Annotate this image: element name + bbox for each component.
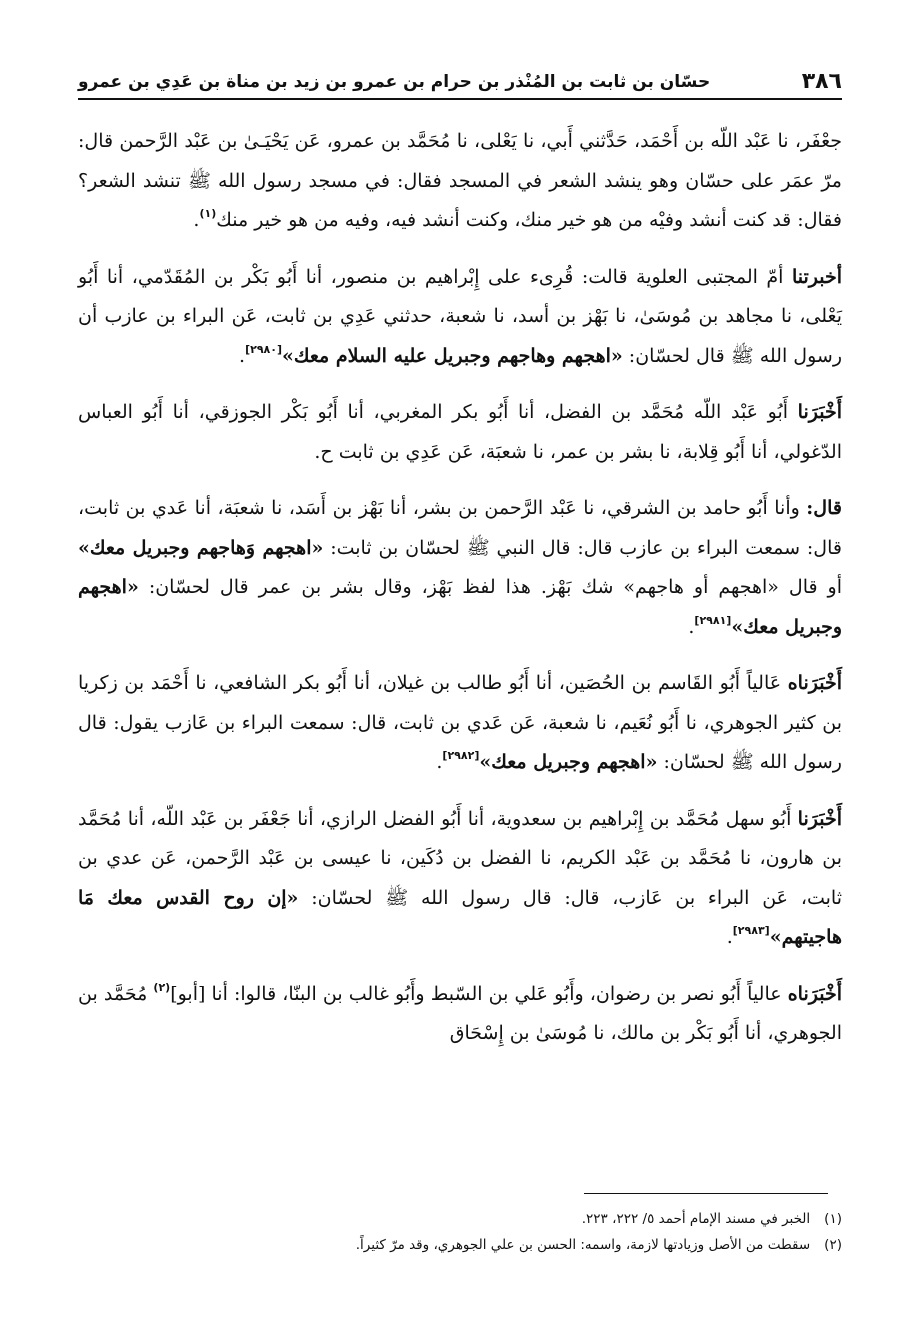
header-divider xyxy=(78,98,842,100)
paragraph-lead-word: أَخْبَرَنا xyxy=(797,807,842,830)
text-run: أمّ المجتبى العلوية قالت: قُرِىء على إِبْراهيم بن منصور، أنا أَبُو بَكْر بن المُقَدّمي، أنا أَبُو يَعْلى، نا مجاهد بن مُوسَىٰ، نا بَهْز بن أسد، نا شعبة، حدثني عَدِي بن ثابت، عَن البراء بن عازب أن رسول الله ﷺ قال لحسّان: xyxy=(78,265,842,367)
paragraph-lead-word: أَخْبَرَناه xyxy=(787,982,842,1005)
paragraph xyxy=(78,975,842,1054)
footnote-number: (١) xyxy=(824,1211,842,1227)
footnote-text: الخبر في مسند الإمام أحمد ٥/ ٢٢٢، ٢٢٣. xyxy=(581,1211,811,1227)
paragraph-lead-word: أَخْبَرَناه xyxy=(787,672,842,694)
text-run: . xyxy=(688,615,695,638)
hadith-quote: «إن روح القدس معك مَا هاجيتهم» xyxy=(78,886,842,948)
hadith-quote: «اهجهم وهاجهم وجبريل عليه السلام معك» xyxy=(282,344,623,367)
reference-mark: [٢٩٨١] xyxy=(694,613,732,627)
main-text xyxy=(78,122,842,1071)
reference-mark: [٢٩٨٢] xyxy=(442,749,480,762)
reference-mark: (١) xyxy=(199,207,217,220)
hadith-quote: «اهجهم وجبريل معك» xyxy=(479,751,658,773)
footnote-number: (٢) xyxy=(824,1237,842,1253)
text-run: عَالياً أَبُو القَاسم بن الحُصَين، أنا أَبُو طالب بن غيلان، أنا أَبُو بكر الشافعي، نا أَحْمَد بن زكريا بن كثير الجوهري، نا أَبُو نُعَيم، نا شعبة، عَن عَدي بن ثابت، قال: سمعت البراء بن عَازب يقول: قال رسول الله ﷺ لحسّان: xyxy=(78,672,842,773)
footnote-2 xyxy=(78,1232,842,1258)
hadith-quote: «اهجهم وجبريل معك» xyxy=(78,576,842,638)
paragraph-lead-word: أَخْبَرَنا xyxy=(797,401,842,423)
paragraph-lead-word: أخبرتنا xyxy=(791,265,842,288)
footnotes xyxy=(78,1206,842,1258)
paragraph xyxy=(78,122,842,241)
reference-mark: (٢) xyxy=(153,980,171,994)
text-run: عالياً أَبُو نصر بن رضوان، وأَبُو عَلي بن السّبط وأَبُو غالب بن البنّا، قالوا: أنا [أبو] xyxy=(170,982,788,1005)
text-run: أَبُو عَبْد اللّه مُحَمَّد بن الفضل، أنا أَبُو بكر المغربي، أنا أَبُو بَكْر الجوزقي، أنا أَبُو العباس الدّغولي، أنا أَبُو قِلابة، نا بشر بن عمر، نا شعبَة، عَن عَدِي بن ثابت ح. xyxy=(78,401,842,463)
text-run: جعْفَر، نا عَبْد اللّه بن أَحْمَد، حَدَّثني أَبي، نا يَعْلى، نا مُحَمَّد بن عمرو، عَن يَحْيَـىٰ بن عَبْد الرَّحمن قال: مرّ عمَر على حسّان وهو ينشد الشعر في المسجد فقال: في مسجد رسول الله ﷺ تنشد الشعر؟ فقال: قد كنت أنشد وفيْه من هو خير منك، وكنت أنشد فيه، وفيه من هو خير منك xyxy=(78,130,842,231)
text-run: . xyxy=(726,926,733,948)
page-number: ٣٨٦ xyxy=(801,69,842,94)
reference-mark: [٢٩٨٣] xyxy=(732,924,770,937)
reference-mark: [٢٩٨٠] xyxy=(245,342,282,356)
paragraph xyxy=(78,489,842,647)
paragraph xyxy=(78,258,842,377)
footnote-text: سقطت من الأصل وزيادتها لازمة، واسمه: الحسن بن علي الجوهري، وقد مرّ كثيراً. xyxy=(355,1237,811,1253)
paragraph xyxy=(78,800,842,958)
running-header xyxy=(78,56,842,96)
text-run: أَبُو سهل مُحَمَّد بن إِبْراهيم بن سعدوية، أنا أَبُو الفضل الرازي، أنا جَعْفَر بن عَبْد اللّه، أنا مُحَمَّد بن هارون، نا مُحَمَّد بن عَبْد الكريم، نا الفضل بن دُكَين، نا عيسى بن عَبْد الرَّحمن، عَن عدي بن ثابت، عَن البراء بن عَازب، قال: قال رسول الله ﷺ لحسّان: xyxy=(78,807,842,909)
footnote-1 xyxy=(78,1206,842,1232)
hadith-quote: «اهجهم وَهاجهم وجبريل معك» xyxy=(78,536,324,559)
text-run: أو قال «اهجهم أو هاجهم» شك بَهْز. هذا لفظ بَهْز، وقال بشر بن عمر قال لحسّان: xyxy=(138,576,842,598)
paragraph xyxy=(78,393,842,472)
paragraph-lead-word: قال: xyxy=(806,497,842,519)
paragraph xyxy=(78,664,842,783)
text-run: . xyxy=(436,751,443,773)
text-run: . xyxy=(239,344,246,367)
text-run: وأنا أَبُو حامد بن الشرقي، نا عَبْد الرَّحمن بن بشر، أنا بَهْز بن أَسَد، نا شعبَة، أنا عَدي بن ثابت، قال: سمعت البراء بن عازب قال: قال النبي ﷺ لحسّان بن ثابت: xyxy=(78,497,842,559)
text-run: مُحَمَّد بن الجوهري، أنا أَبُو بَكْر بن مالك، نا مُوسَىٰ بن إِسْحَاق xyxy=(78,982,842,1044)
footnote-divider xyxy=(584,1193,828,1194)
running-title: حسّان بن ثابت بن المُنْذر بن حرام بن عمرو بن زيد بن مناة بن عَدِي بن عمرو xyxy=(78,72,711,92)
text-run: . xyxy=(193,209,200,231)
